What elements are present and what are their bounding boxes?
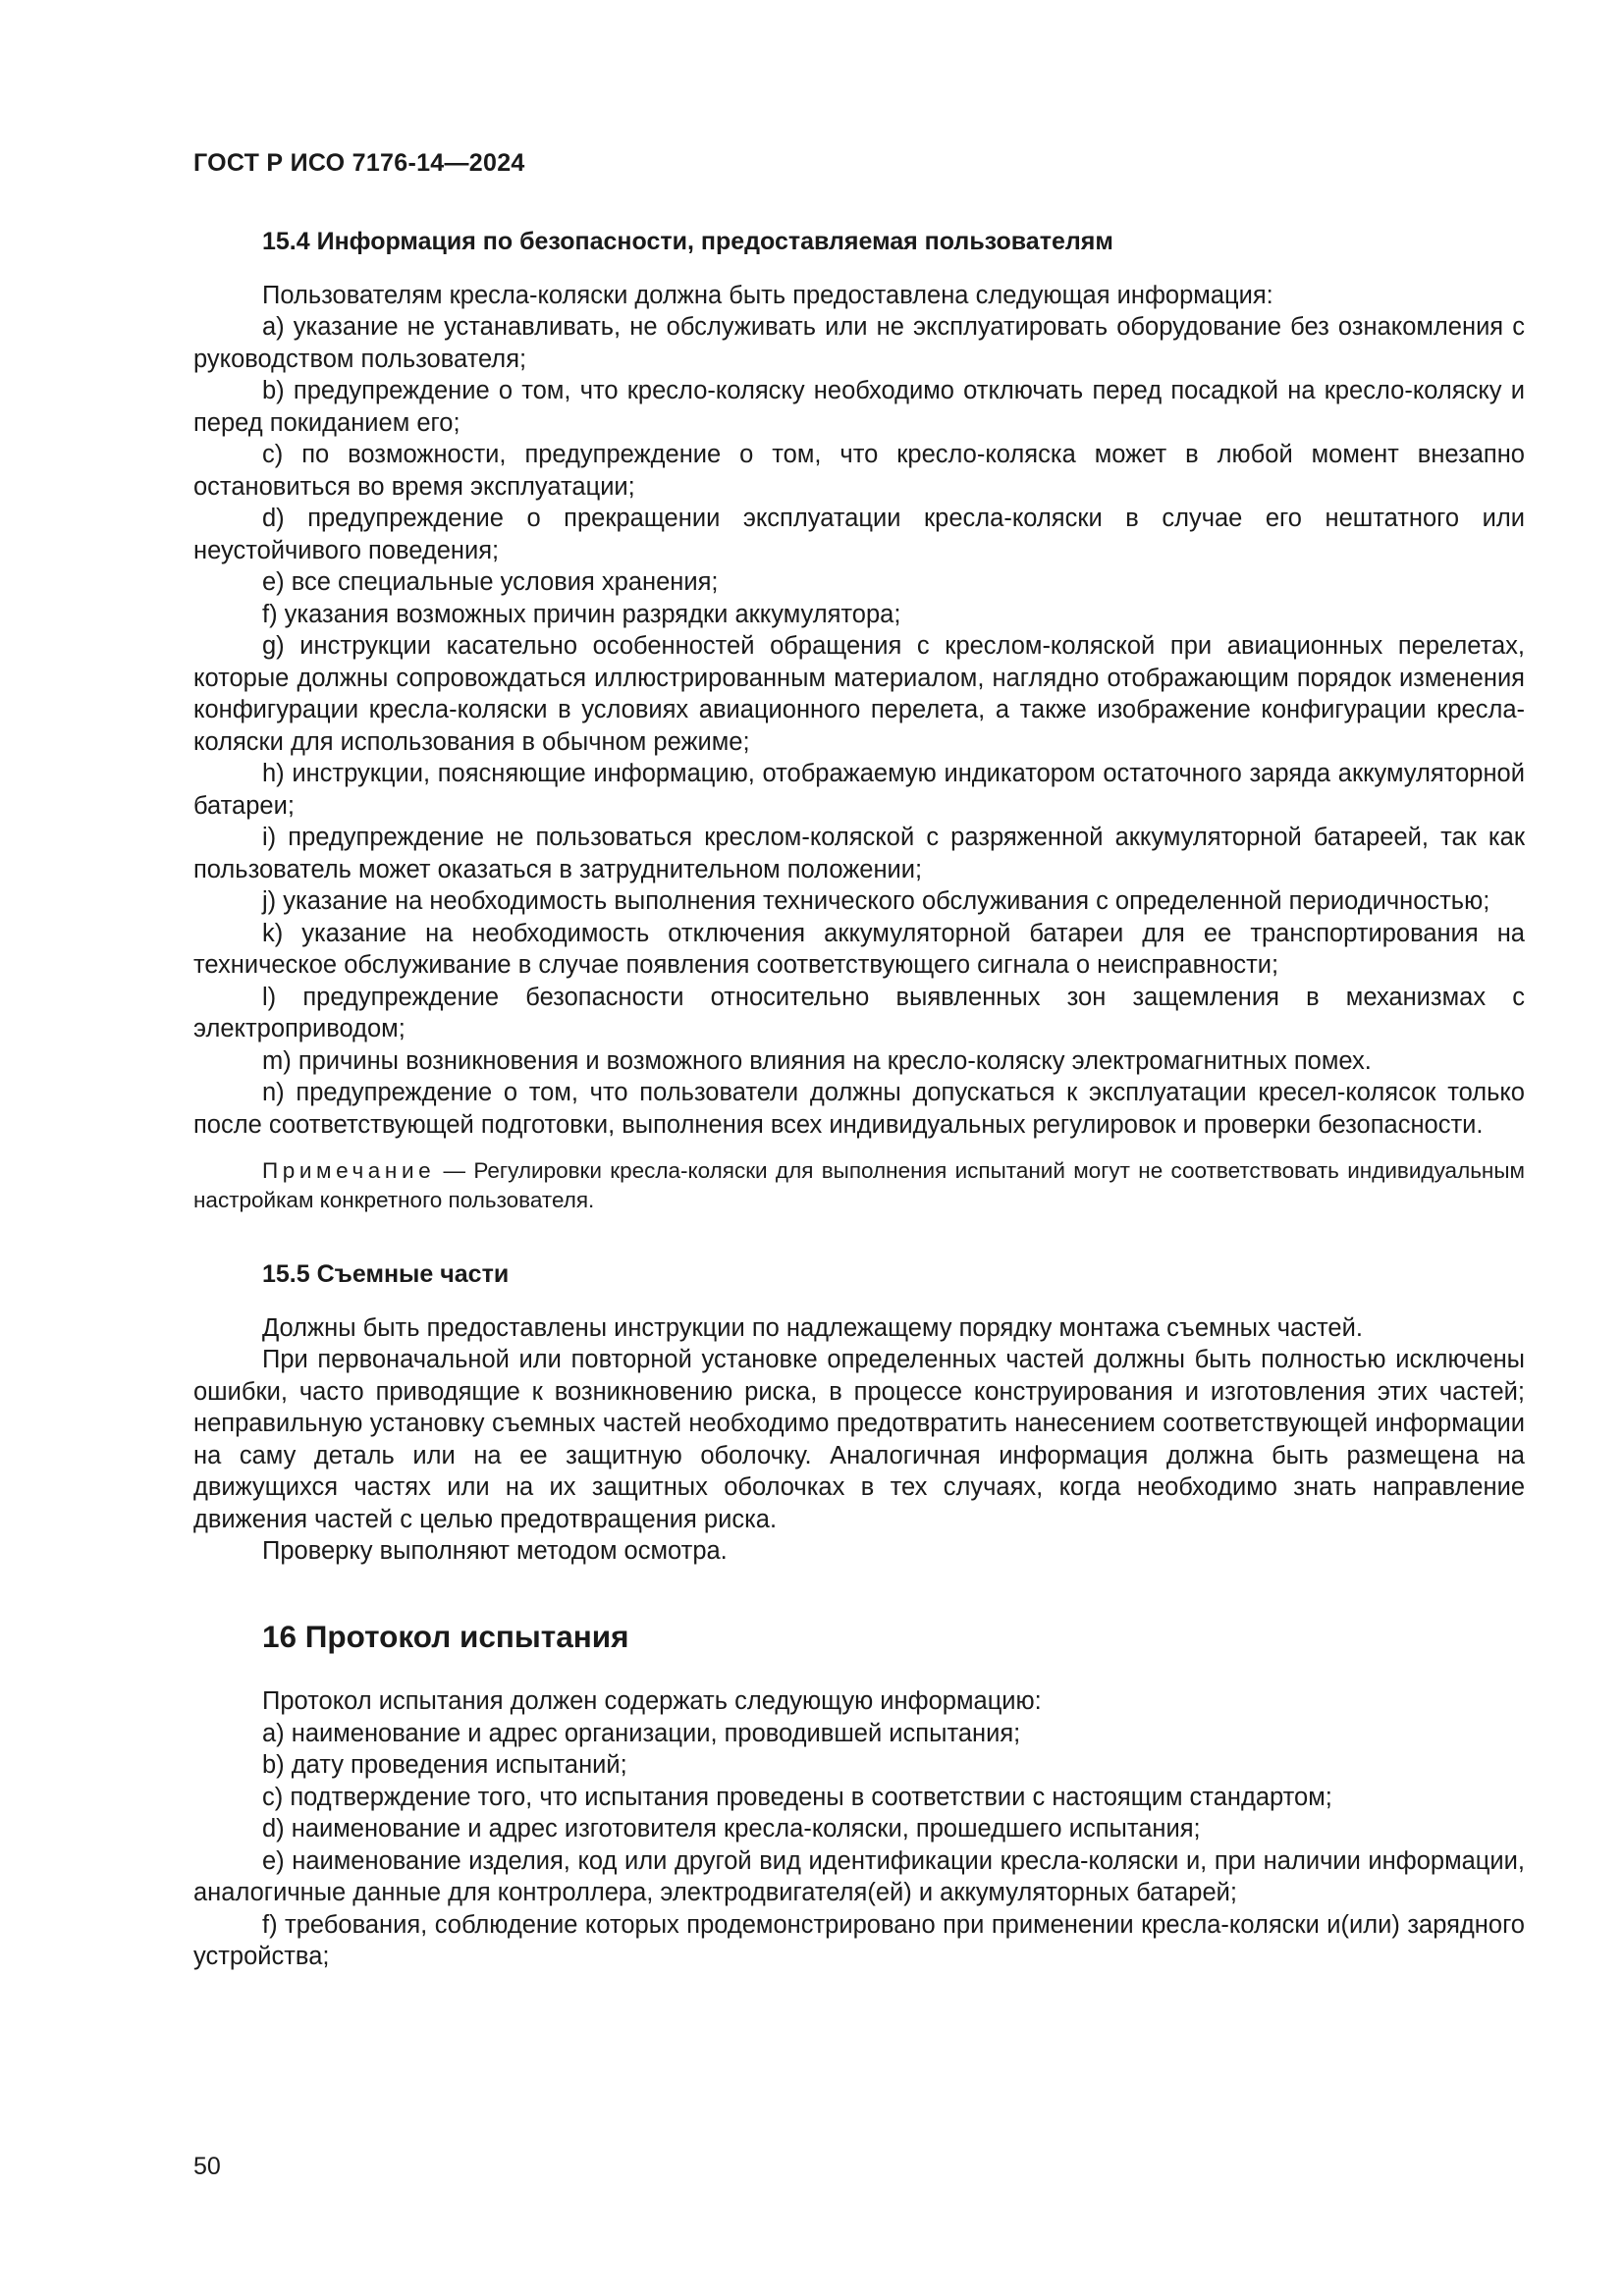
list-item: d) наименование и адрес изготовителя кресла-коляски, прошедшего испытания; <box>262 1815 1201 1842</box>
section-15-4-heading: 15.4 Информация по безопасности, предоставляемая пользователям <box>262 228 1113 255</box>
paragraph: Проверку выполняют методом осмотра. <box>262 1537 728 1565</box>
page-number: 50 <box>193 2153 221 2180</box>
list-item: d) предупреждение о прекращении эксплуатации кресла-коляски в случае его нештатного или неустойчивого поведения; <box>193 505 1525 564</box>
list-item: c) по возможности, предупреждение о том, что кресло-коляска может в любой момент внезапно остановиться во время эксплуатации; <box>193 441 1525 501</box>
note-label: Примечание <box>262 1158 436 1183</box>
section-16-intro: Протокол испытания должен содержать следующую информацию: <box>262 1687 1042 1715</box>
section-16-heading: 16 Протокол испытания <box>262 1618 629 1654</box>
list-item: l) предупреждение безопасности относительно выявленных зон защемления в механизмах с электроприводом; <box>193 983 1525 1042</box>
list-item: h) инструкции, поясняющие информацию, отображаемую индикатором остаточного заряда аккумуляторной батареи; <box>193 760 1525 820</box>
list-item: b) предупреждение о том, что кресло-коляску необходимо отключать перед посадкой на кресло-коляску и перед покиданием его; <box>193 377 1525 437</box>
paragraph: Должны быть предоставлены инструкции по надлежащему порядку монтажа съемных частей. <box>262 1313 1363 1342</box>
document-body <box>193 226 1525 1973</box>
note <box>193 1156 1525 1215</box>
list-item: c) подтверждение того, что испытания проведены в соответствии с настоящим стандартом; <box>262 1783 1332 1811</box>
section-15-4-intro: Пользователям кресла-коляски должна быть предоставлена следующая информация: <box>262 281 1273 309</box>
list-item: k) указание на необходимость отключения аккумуляторной батареи для ее транспортирования на техническое обслуживание в случае появления соответствующего сигнала о неисправности; <box>193 919 1525 979</box>
section-15-5-heading: 15.5 Съемные части <box>262 1260 510 1288</box>
paragraph: При первоначальной или повторной установке определенных частей должны быть полностью исключены ошибки, часто приводящие к возникновению риска, в процессе конструирования и изготовления этих частей; неправильную установку съемных частей необходимо предотвратить нанесением соответствующей информации на саму деталь или на ее защитную оболочку. Аналогичная информация должна быть размещена на движущихся частях или на их защитных оболочках в тех случаях, когда необходимо знать направление движения частей с целью предотвращения риска. <box>193 1346 1525 1533</box>
list-item: n) предупреждение о том, что пользователи должны допускаться к эксплуатации кресел-колясок только после соответствующей подготовки, выполнения всех индивидуальных регулировок и проверки безопасности. <box>193 1079 1525 1139</box>
list-item: b) дату проведения испытаний; <box>262 1751 627 1779</box>
note-text: — Регулировки кресла-коляски для выполнения испытаний могут не соответствовать индивидуальным настройкам конкретного пользователя. <box>193 1158 1525 1212</box>
list-item: e) наименование изделия, код или другой вид идентификации кресла-коляски и, при наличии информации, аналогичные данные для контроллера, электродвигателя(ей) и аккумуляторных батарей; <box>193 1846 1525 1906</box>
list-item: f) указания возможных причин разрядки аккумулятора; <box>262 600 901 628</box>
list-item: e) все специальные условия хранения; <box>262 568 719 596</box>
list-item: m) причины возникновения и возможного влияния на кресло-коляску электромагнитных помех. <box>262 1046 1372 1075</box>
list-item: a) указание не устанавливать, не обслуживать или не эксплуатировать оборудование без ознакомления с руководством пользователя; <box>193 313 1525 373</box>
list-item: f) требования, соблюдение которых продемонстрировано при применении кресла-коляски и(или) зарядного устройства; <box>193 1910 1525 1970</box>
list-item: g) инструкции касательно особенностей обращения с креслом-коляской при авиационных перелетах, которые должны сопровождаться иллюстрированным материалом, наглядно отображающим порядок изменения конфигурации кресла-коляски в условиях авиационного перелета, а также изображение конфигурации кресла-коляски для использования в обычном режиме; <box>193 632 1525 756</box>
list-item: a) наименование и адрес организации, проводившей испытания; <box>262 1719 1021 1747</box>
list-item: i) предупреждение не пользоваться креслом-коляской с разряженной аккумуляторной батареей, так как пользователь может оказаться в затруднительном положении; <box>193 824 1525 883</box>
document-header: ГОСТ Р ИСО 7176-14—2024 <box>193 149 525 177</box>
list-item: j) указание на необходимость выполнения технического обслуживания с определенной периодичностью; <box>262 887 1490 915</box>
